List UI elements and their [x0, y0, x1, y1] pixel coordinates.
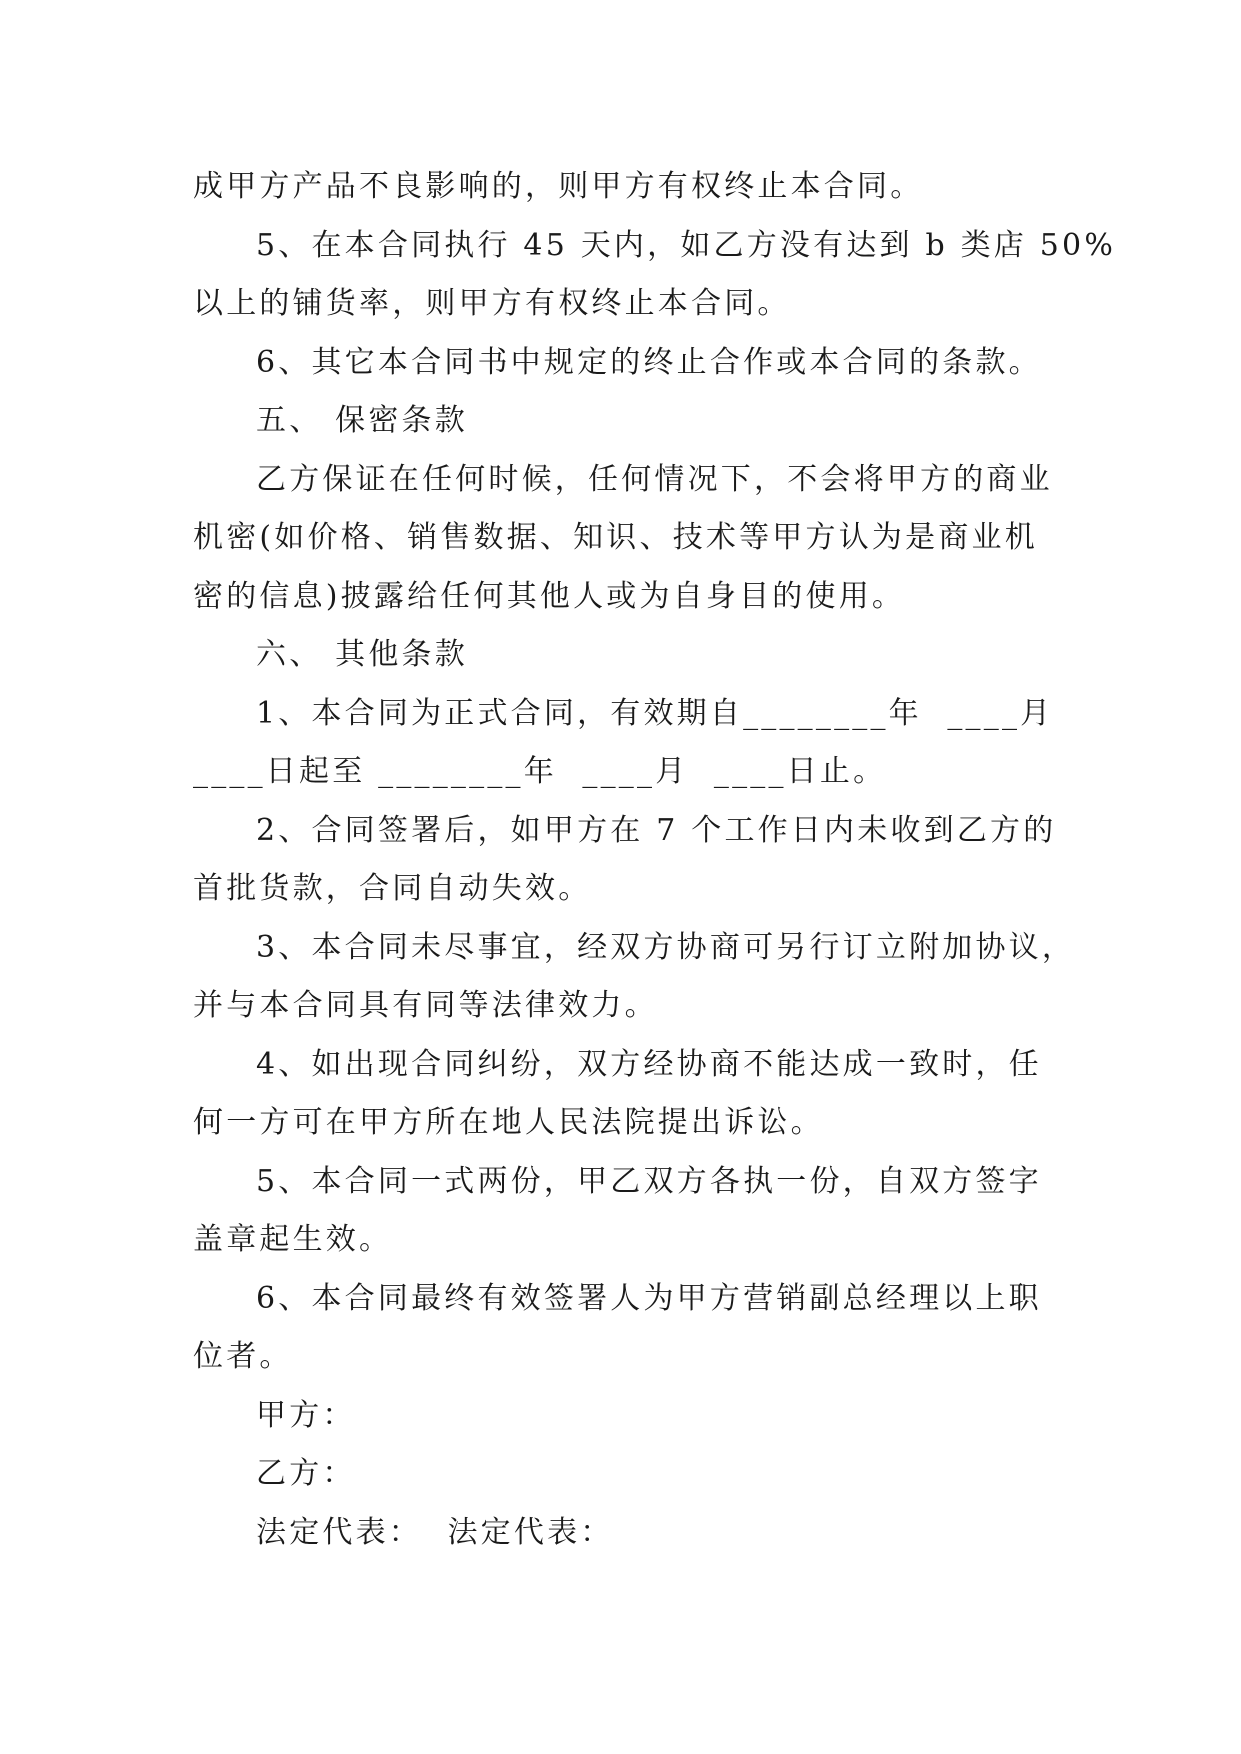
signature-party-a: 甲方：	[256, 1397, 356, 1433]
text-line: 2、合同签署后，如甲方在 7 个工作日内未收到乙方的	[256, 812, 1057, 848]
signature-legal-representatives: 法定代表： 法定代表：	[256, 1514, 614, 1550]
section-heading: 六、 其他条款	[256, 637, 468, 672]
text-line: 成甲方产品不良影响的，则甲方有权终止本合同。	[193, 169, 924, 204]
signature-party-b: 乙方：	[256, 1456, 356, 1491]
text-line: 并与本合同具有同等法律效力。	[193, 988, 658, 1023]
text-line: 5、本合同一式两份，甲乙双方各执一份，自双方签字	[256, 1163, 1042, 1199]
text-line: 5、在本合同执行 45 天内，如乙方没有达到 b 类店 50%	[256, 227, 1117, 263]
text-line: 1、本合同为正式合同，有效期自________年 ____月	[256, 695, 1054, 731]
text-line: 3、本合同未尽事宜，经双方协商可另行订立附加协议，	[256, 929, 1076, 965]
section-heading: 五、 保密条款	[256, 403, 468, 438]
text-line: 乙方保证在任何时候，任何情况下，不会将甲方的商业	[256, 461, 1053, 497]
text-line: 位者。	[193, 1339, 293, 1374]
text-line: ____日起至 ________年 ____月 ____日止。	[193, 754, 887, 789]
text-line: 盖章起生效。	[193, 1222, 393, 1257]
text-line: 首批货款，合同自动失效。	[193, 871, 592, 906]
text-line: 以上的铺货率，则甲方有权终止本合同。	[193, 286, 791, 321]
text-line: 4、如出现合同纠纷，双方经协商不能达成一致时，任	[256, 1046, 1042, 1082]
text-line: 密的信息)披露给任何其他人或为自身目的使用。	[193, 578, 906, 614]
text-line: 何一方可在甲方所在地人民法院提出诉讼。	[193, 1105, 824, 1140]
text-line: 6、其它本合同书中规定的终止合作或本合同的条款。	[256, 344, 1042, 380]
text-line: 机密(如价格、销售数据、知识、技术等甲方认为是商业机	[193, 520, 1038, 555]
contract-text	[193, 158, 1117, 1562]
text-line: 6、本合同最终有效签署人为甲方营销副总经理以上职	[256, 1280, 1042, 1316]
